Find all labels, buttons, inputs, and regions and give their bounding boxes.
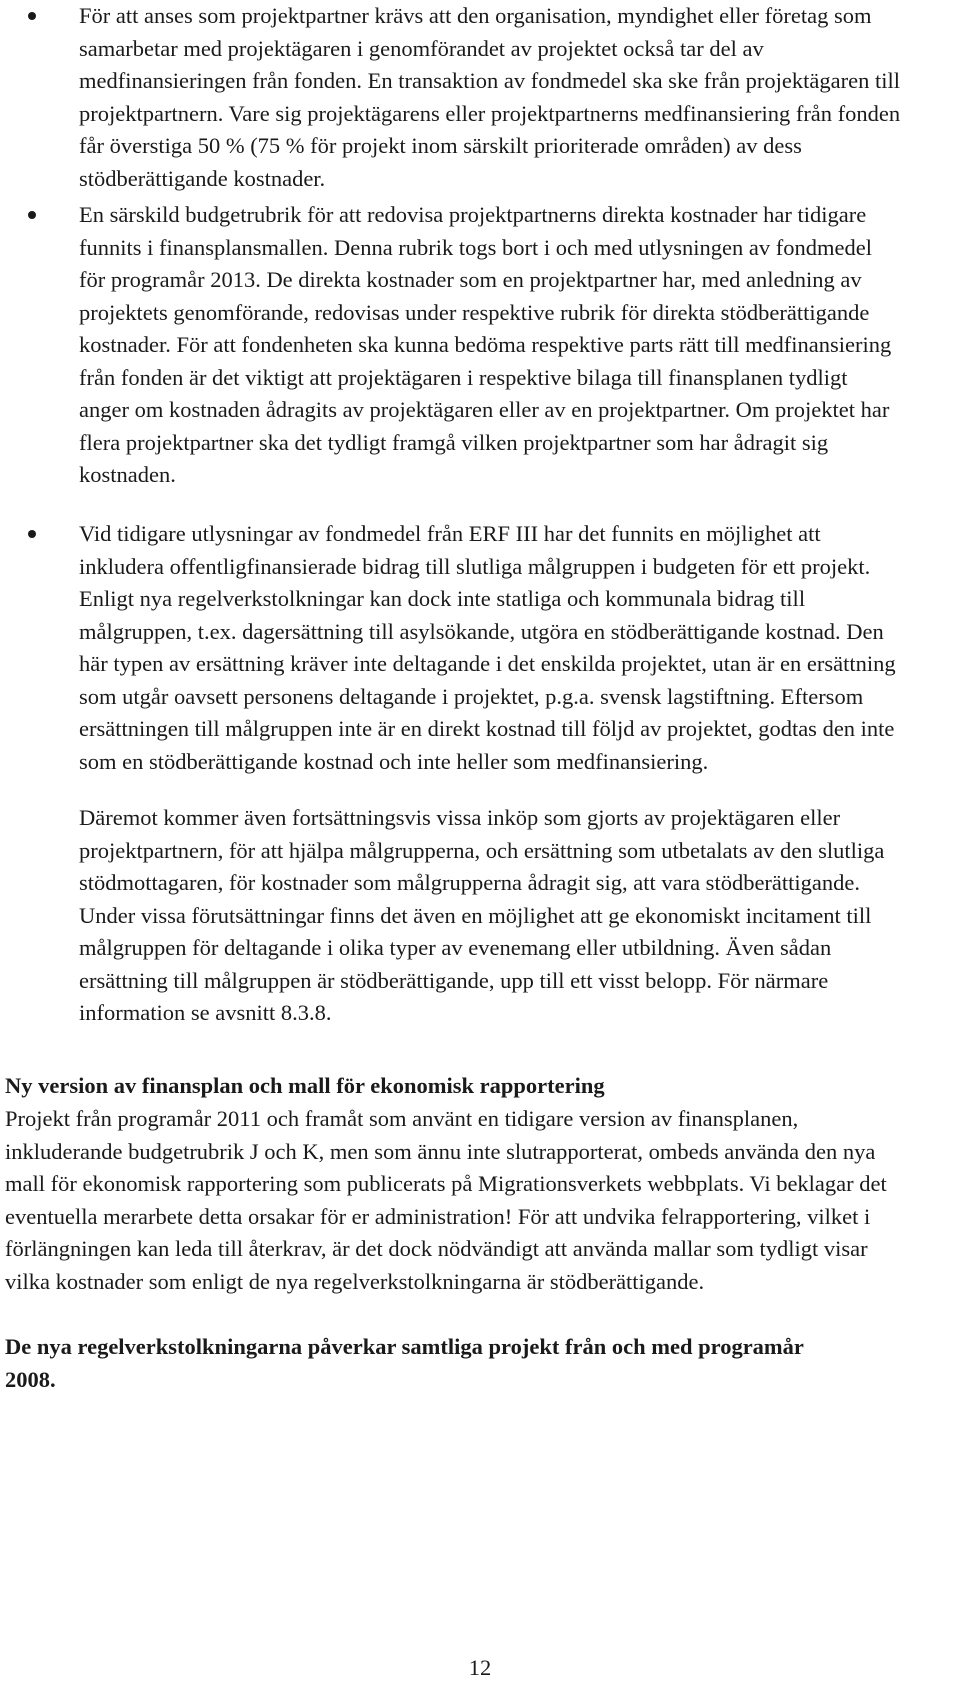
bullet-item-offentligfinansierade-bidrag (0, 518, 960, 778)
bullet-text: För att anses som projektpartner krävs att den organisation, myndighet eller företag som samarbetar med projektägaren i genomförandet av projektet också tar del av medfinansieringen från fonden. En transaktion av fondmedel ska ske från projektägaren till projektpartnern. Vare sig projektägarens eller projektpartnerns medfinansiering från fonden får överstiga 50 % (75 % för projekt inom särskilt prioriterade områden) av dess stödberättigande kostnader. (79, 3, 901, 191)
section-heading: Ny version av finansplan och mall för ekonomisk rapportering (5, 1073, 605, 1098)
section-body: Projekt från programår 2011 och framåt som använt en tidigare version av finansplanen, inkluderande budgetrubrik J och K, men som ännu inte slutrapporterat, ombeds använda den nya mall för ekonomisk rapportering som publicerats på Migrationsverkets webbplats. Vi beklagar det eventuella merarbete detta orsakar för er administration! För att undvika felrapportering, vilket i förlängningen kan leda till återkrav, är det dock nödvändigt att använda mallar som tydligt visar vilka kostnader som enligt de nya regelverkstolkningarna är stödberättigande. (5, 1106, 887, 1294)
bullet-icon (28, 211, 36, 219)
bullet-icon (28, 530, 36, 538)
closing-statement: De nya regelverkstolkningarna påverkar samtliga projekt från och med programår 2008. (5, 1334, 804, 1392)
bullet-continuation-paragraph: Däremot kommer även fortsättningsvis vissa inköp som gjorts av projektägaren eller projektpartnern, för att hjälpa målgrupperna, och ersättning som utbetalats av den slutliga stödmottagaren, för kostnader som målgrupperna ådragit sig, att vara stödberättigande. Under vissa förutsättningar finns det även en möjlighet att ge ekonomiskt incitament till målgruppen för deltagande i olika typer av evenemang eller utbildning. Även sådan ersättning till målgruppen är stödberättigande, upp till ett visst belopp. För närmare information se avsnitt 8.3.8. (79, 805, 885, 1025)
bullet-item-projektpartner (0, 0, 960, 195)
page-number: 12 (468, 1655, 492, 1680)
bullet-text: Vid tidigare utlysningar av fondmedel från ERF III har det funnits en möjlighet att inkludera offentligfinansierade bidrag till slutliga målgruppen i budgeten för ett projekt. Enligt nya regelverkstolkningar kan dock inte statliga och kommunala bidrag till målgruppen, t.ex. dagersättning till asylsökande, utgöra en stödberättigande kostnad. Den här typen av ersättning kräver inte deltagande i det enskilda projektet, utan är en ersättning som utgår oavsett personens deltagande i projektet, p.g.a. svensk lagstiftning. Eftersom ersättningen till målgruppen inte är en direkt kostnad till följd av projektet, godtas den inte som en stödberättigande kostnad och inte heller som medfinansiering. (79, 521, 896, 774)
bullet-icon (28, 12, 36, 20)
bullet-item-budgetrubrik (0, 199, 960, 492)
bullet-text: En särskild budgetrubrik för att redovisa projektpartnerns direkta kostnader har tidigare funnits i finansplansmallen. Denna rubrik togs bort i och med utlysningen av fondmedel för programår 2013. De direkta kostnader som en projektpartner har, med anledning av projektets genomförande, redovisas under respektive rubrik för direkta stödberättigande kostnader. För att fondenheten ska kunna bedöma respektive parts rätt till medfinansiering från fonden är det viktigt att projektägaren i respektive bilaga till finansplanen tydligt anger om kostnaden ådragits av projektägaren eller av en projektpartner. Om projektet har flera projektpartner ska det tydligt framgå vilken projektpartner som har ådragit sig kostnaden. (79, 202, 892, 487)
